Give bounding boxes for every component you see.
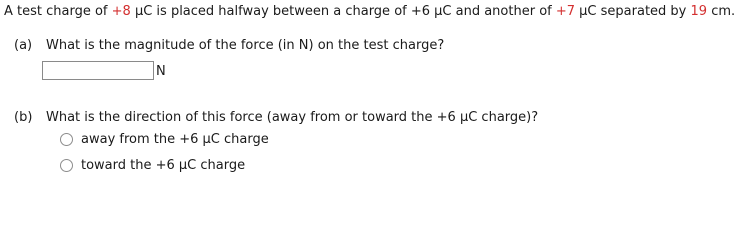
part-a-label: (a) [14, 38, 33, 53]
part-b-question: What is the direction of this force (away from or toward the +6 μC charge)? [46, 110, 539, 125]
force-magnitude-input[interactable] [42, 61, 154, 80]
part-b-label: (b) [14, 110, 33, 125]
option-away-from[interactable] [60, 132, 269, 147]
force-unit-label: N [156, 64, 166, 79]
problem-statement [4, 4, 735, 19]
test-charge-value: +8 [111, 4, 131, 19]
other-charge-value: +7 [555, 4, 576, 19]
prompt-text-4: cm. [707, 4, 736, 19]
option-toward-label[interactable]: toward the +6 μC charge [81, 158, 246, 173]
radio-button-toward[interactable] [60, 159, 73, 172]
radio-button-away-from[interactable] [60, 133, 73, 146]
option-toward[interactable] [60, 158, 245, 173]
prompt-text-1: A test charge of [4, 4, 112, 19]
prompt-text-3: μC separated by [575, 4, 691, 19]
option-away-from-label[interactable]: away from the +6 μC charge [81, 132, 269, 147]
separation-value: 19 [690, 4, 708, 19]
part-a-question: What is the magnitude of the force (in N) on the test charge? [46, 38, 445, 53]
prompt-text-2: μC is placed halfway between a charge of +6 μC and another of [130, 4, 556, 19]
